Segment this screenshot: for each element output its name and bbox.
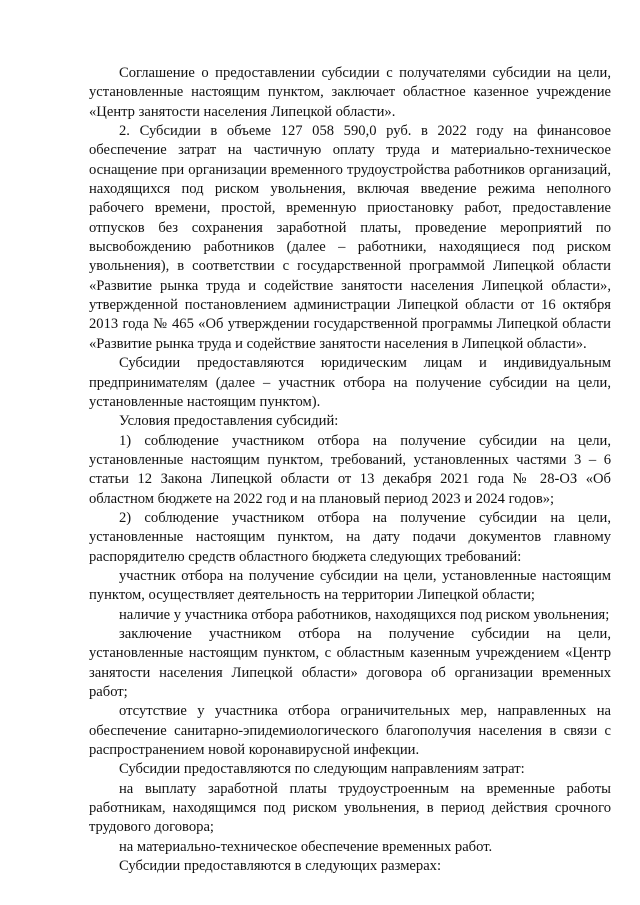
paragraph-cost-directions-heading: Субсидии предоставляются по следующим направлениям затрат: bbox=[119, 761, 525, 778]
paragraph-subsidy-2: 2. Субсидии в объеме 127 058 590,0 руб. в 2022 году на финансовое обеспечение затрат на частичную оплату труда и материально-техническое оснащение при организации временного трудоустройства работников организаций, находящихся под риском увольнения, включая введение режима неполного рабочего времени, простой, временную приостановку работ, предоставление отпусков без сохранения заработной платы, проведение мероприятий по высвобождению работников (далее – работники, находящиеся под риском увольнения), в соответствии с государственной программой Липецкой области «Развитие рынка труда и содействие занятости населения Липецкой области», утвержденной постановлением администрации Липецкой области от 16 октября 2013 года № 465 «Об утверждении государственной программы Липецкой области «Развитие рынка труда и содействие занятости населения в Липецкой области». bbox=[89, 123, 611, 352]
paragraph-condition-2: 2) соблюдение участником отбора на получение субсидии на цели, установленные настоящим пунктом, на дату подачи документов главному распорядителю средств областного бюджета следующих требований: bbox=[89, 509, 611, 565]
paragraph-requirement-restrictions: отсутствие у участника отбора ограничительных мер, направленных на обеспечение санитарно-эпидемиологического благополучия населения в связи с распространением новой коронавирусной инфекции. bbox=[89, 703, 611, 759]
paragraph-condition-1: 1) соблюдение участником отбора на получение субсидии на цели, установленные настоящим пунктом, требований, установленных частями 3 – 6 статьи 12 Закона Липецкой области от 13 декабря 2021 года № 28-ОЗ «Об областном бюджете на 2022 год и на плановый период 2023 и 2024 годов»; bbox=[89, 432, 611, 507]
paragraph-requirement-workers: наличие у участника отбора работников, находящихся под риском увольнения; bbox=[119, 606, 610, 623]
document-page bbox=[89, 64, 611, 876]
paragraph-recipients: Субсидии предоставляются юридическим лицам и индивидуальным предпринимателям (далее – участник отбора на получение субсидии на цели, установленные настоящим пунктом). bbox=[89, 355, 611, 410]
paragraph-cost-wages: на выплату заработной платы трудоустроенным на временные работы работникам, находящимся под риском увольнения, в период действия срочного трудового договора; bbox=[89, 780, 611, 836]
paragraph-conditions-heading: Условия предоставления субсидий: bbox=[119, 413, 339, 430]
paragraph-agreement: Соглашение о предоставлении субсидии с получателями субсидии на цели, установленные настоящим пунктом, заключает областное казенное учреждение «Центр занятости населения Липецкой области». bbox=[89, 65, 611, 120]
paragraph-requirement-territory: участник отбора на получение субсидии на цели, установленные настоящим пунктом, осуществляет деятельность на территории Липецкой области; bbox=[89, 567, 611, 604]
paragraph-amounts-heading: Субсидии предоставляются в следующих размерах: bbox=[119, 858, 442, 875]
paragraph-requirement-contract: заключение участником отбора на получение субсидии на цели, установленные настоящим пунктом, с областным казенным учреждением «Центр занятости населения Липецкой области» договора об организации временных работ; bbox=[89, 625, 611, 700]
paragraph-cost-equipment: на материально-техническое обеспечение временных работ. bbox=[119, 838, 493, 855]
